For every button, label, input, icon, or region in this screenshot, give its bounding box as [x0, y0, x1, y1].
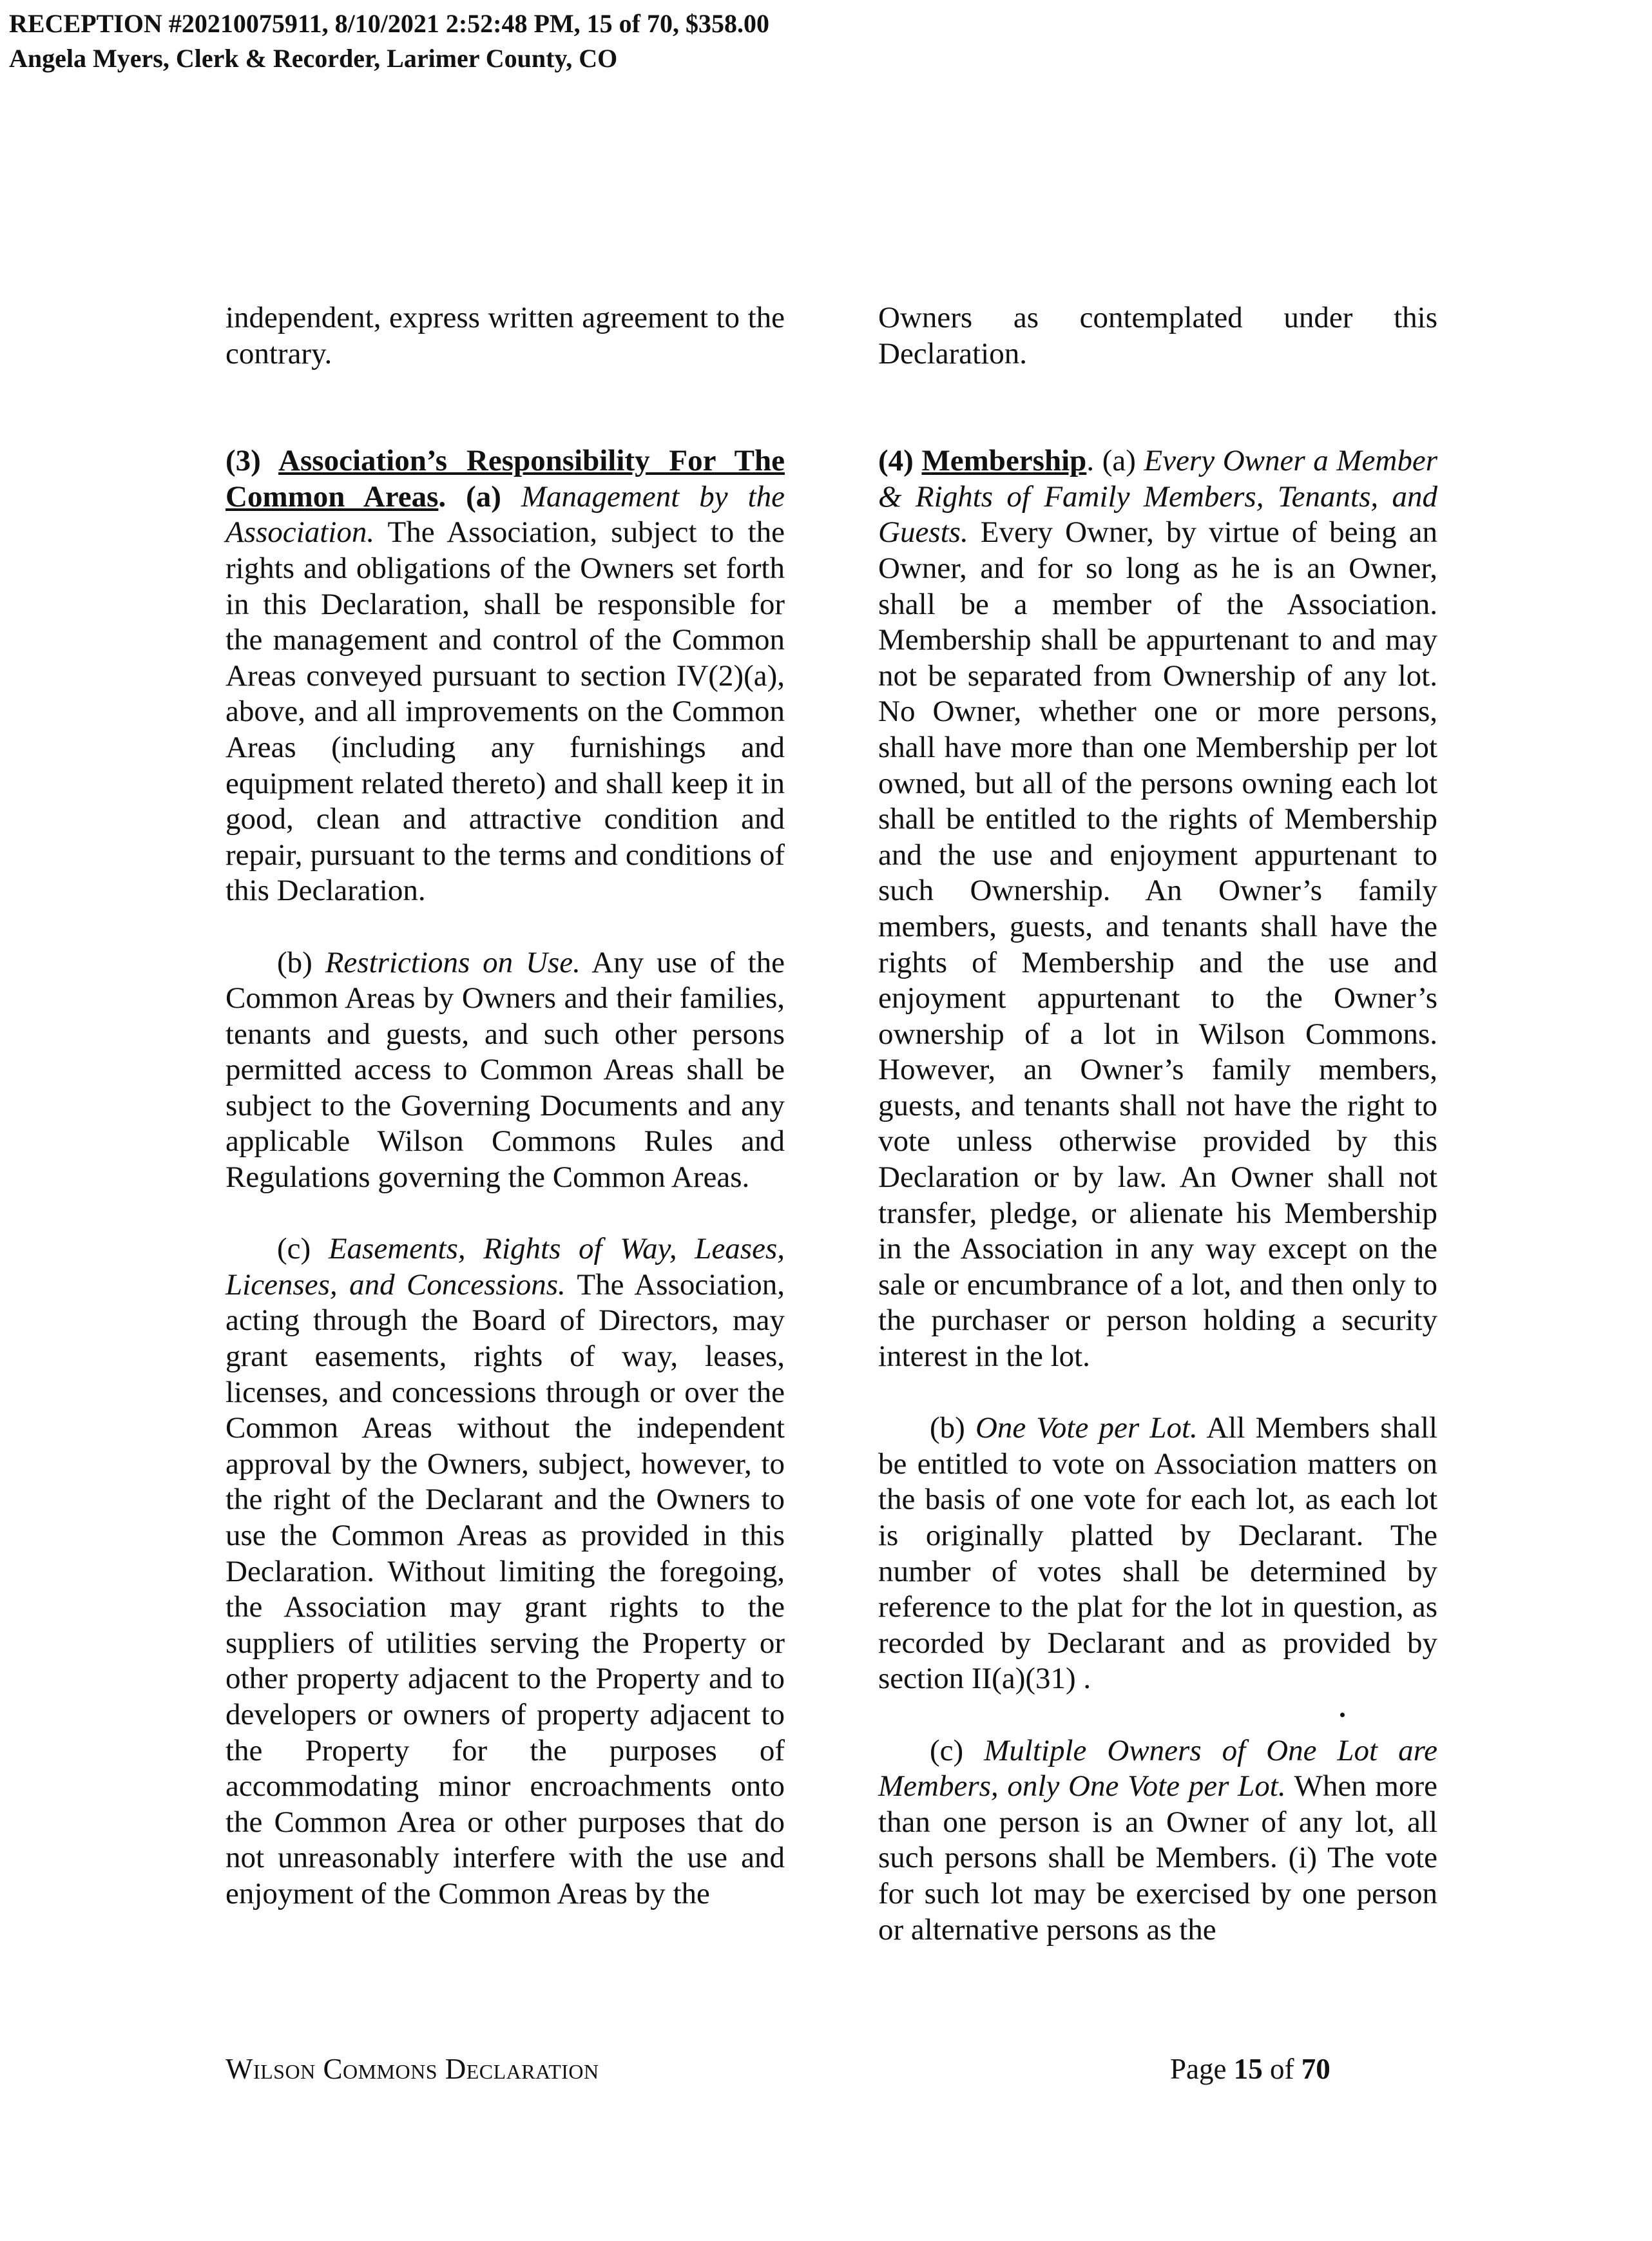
- section-3-title-punct: . (a): [438, 479, 521, 514]
- section-3b-label: Restrictions on Use.: [325, 945, 581, 979]
- section-4c-paragraph: [878, 1733, 1437, 1948]
- footer-page-total: 70: [1301, 2053, 1330, 2085]
- footer-page-word: Page: [1170, 2053, 1227, 2085]
- recording-stamp-line2: Angela Myers, Clerk & Recorder, Larimer County, CO: [9, 44, 618, 73]
- section-4c-label: Multiple Owners of One Lot are Members, only One Vote per Lot.: [878, 1733, 1437, 1803]
- section-4b-label: One Vote per Lot.: [975, 1411, 1198, 1445]
- section-3b-text: Any use of the Common Areas by Owners and their families, tenants and guests, and such other persons permitted access to Common Areas shall be subject to the Governing Documents and any applicable Wilson Commons Rules and Regulations governing the Common Areas.: [226, 945, 785, 1195]
- section-4b-text: All Members shall be entitled to vote on Association matters on the basis of one vote for each lot, as each lot is originally platted by Declarant. The number of votes shall be determined by reference to the plat for the lot in question, as recorded by Declarant and as provided by section II(a)(31) .: [878, 1411, 1437, 1696]
- left-continuation: independent, express written agreement to the contrary.: [226, 301, 785, 370]
- left-column: [226, 300, 785, 1912]
- footer-of-word: of: [1269, 2053, 1294, 2085]
- footer-page-number: [1170, 2052, 1330, 2086]
- section-3c-text: The Association, acting through the Board of Directors, may grant easements, rights of way, leases, licenses, and concessions through or over the Common Areas without the independent approval by the Owners, subject, however, to the right of the Declarant and the Owners to use the Common Areas as provided in this Declaration. Without limiting the foregoing, the Association may grant rights to the suppliers of utilities serving the Property or other property adjacent to the Property and to developers or owners of property adjacent to the Property for the purposes of accommodating minor encroachments onto the Common Area or other purposes that do not unreasonably interfere with the use and enjoyment of the Common Areas by the: [226, 1267, 785, 1910]
- section-3b-prefix: (b): [277, 945, 325, 979]
- section-4c-text: When more than one person is an Owner of any lot, all such persons shall be Members. (i) The vote for such lot may be exercised by one person or alternative persons as the: [878, 1769, 1437, 1947]
- section-4b-paragraph: [878, 1410, 1437, 1697]
- section-4b-prefix: (b): [930, 1411, 975, 1445]
- section-3c-prefix: (c): [277, 1232, 329, 1266]
- section-3a-label: Management by the Association.: [226, 479, 785, 550]
- right-continuation: Owners as contemplated under this Declaration.: [878, 301, 1437, 370]
- section-4-paragraph: [878, 443, 1437, 1374]
- footer-page-current: 15: [1233, 2053, 1263, 2085]
- section-3b-paragraph: [226, 945, 785, 1196]
- section-4a-text: Every Owner, by virtue of being an Owner, and for so long as he is an Owner, shall be a member of the Association. Membership shall be appurtenant to and may not be separated from Ownership of any lot. No Owner, whether one or more persons, shall have more than one Membership per lot owned, but all of the persons owning each lot shall be entitled to the rights of Membership and the use and enjoyment appurtenant to such Ownership. An Owner’s family members, guests, and tenants shall have the rights of Membership and the use and enjoyment appurtenant to the Owner’s ownership of a lot in Wilson Commons. However, an Owner’s family members, guests, and tenants shall not have the right to vote unless otherwise provided by this Declaration or by law. An Owner shall not transfer, pledge, or alienate his Membership in the Association in any way except on the sale or encumbrance of a lot, and then only to the purchaser or person holding a security interest in the lot.: [878, 515, 1437, 1374]
- section-3c-label: Easements, Rights of Way, Leases, Licenses, and Concessions.: [226, 1232, 785, 1302]
- section-3-paragraph: [226, 443, 785, 909]
- section-3c-paragraph: [226, 1231, 785, 1912]
- recording-stamp-line1: RECEPTION #20210075911, 8/10/2021 2:52:48 PM, 15 of 70, $358.00: [9, 9, 769, 38]
- section-3-number: (3): [226, 444, 279, 478]
- section-3-title: Association’s Responsibility For The Common Areas: [226, 444, 785, 514]
- footer-document-title: Wilson Commons Declaration: [226, 2053, 599, 2085]
- section-4-title: Membership: [921, 444, 1087, 478]
- stray-dot-mark: [1340, 1713, 1345, 1717]
- section-4c-prefix: (c): [930, 1733, 984, 1767]
- right-column: [878, 300, 1437, 1948]
- section-3a-text: The Association, subject to the rights and obligations of the Owners set forth in this Declaration, shall be responsible for the management and control of the Common Areas conveyed pursuant to section IV(2)(a), above, and all improvements on the Common Areas (including any furnishings and equipment related thereto) and shall keep it in good, clean and attractive condition and repair, pursuant to the terms and conditions of this Declaration.: [226, 515, 785, 908]
- section-4-number: (4): [878, 444, 922, 478]
- recording-stamp: [9, 6, 769, 76]
- section-4a-label: Every Owner a Member & Rights of Family Members, Tenants, and Guests.: [878, 444, 1437, 550]
- section-4-title-punct: . (a): [1086, 444, 1144, 478]
